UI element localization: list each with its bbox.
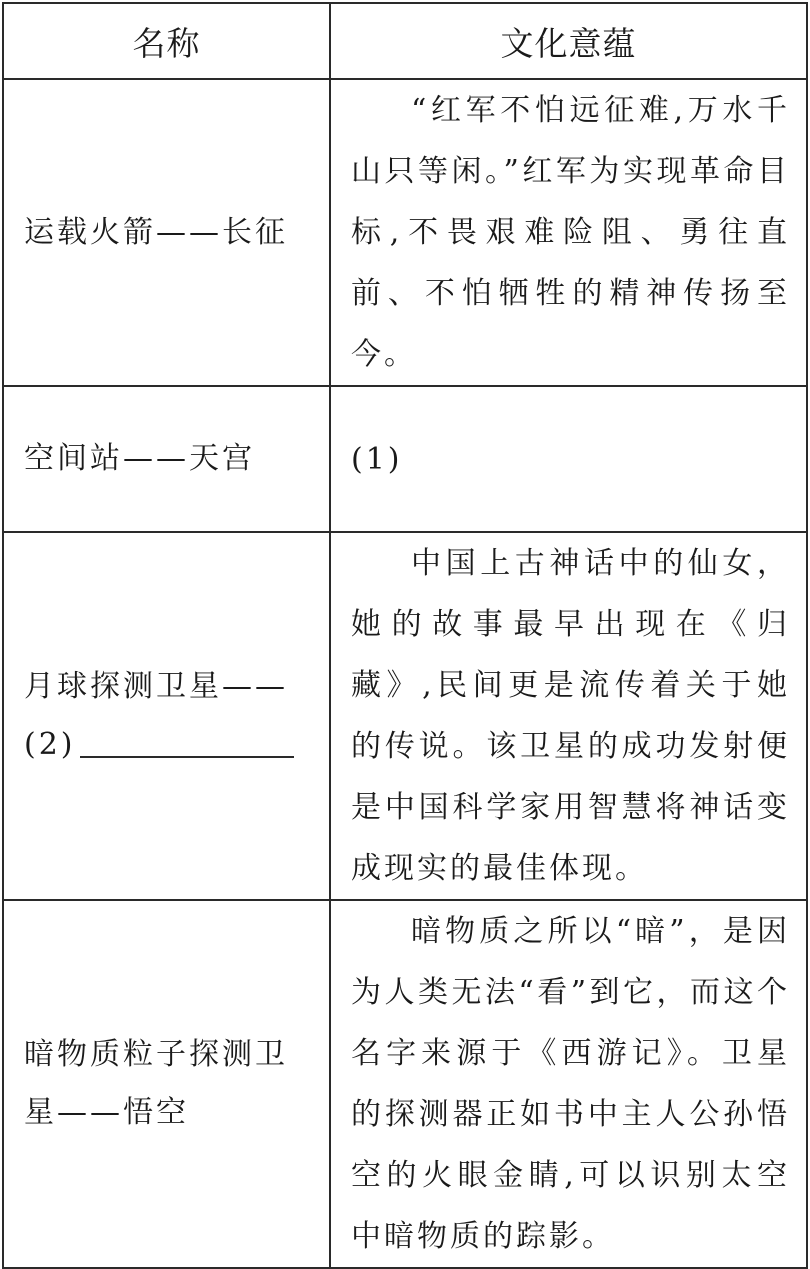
name-cell-wukong: 暗物质粒子探测卫星——悟空 [3, 900, 330, 1268]
answer-slot-2-label: (2) [24, 727, 76, 762]
desc-cell-tiangong [330, 386, 807, 532]
desc-text: 暗物质之所以“暗”，是因为人类无法“看”到它，而这个名字来源于《西游记》。卫星的探测器正如书中主人公孙悟空的火眼金睛,可以识别太空中暗物质的踪影。 [351, 914, 790, 1254]
culture-table [2, 2, 808, 1269]
table-row [3, 532, 807, 900]
table-row [3, 79, 807, 386]
table-header-row [3, 3, 807, 79]
answer-blank-2[interactable] [80, 720, 294, 758]
table-row [3, 900, 807, 1268]
desc-cell-wukong [330, 900, 807, 1268]
desc-cell-long-march [330, 79, 807, 386]
culture-table-container [2, 2, 806, 1254]
desc-cell-lunar-probe [330, 532, 807, 900]
desc-text: “红军不怕远征难,万水千山只等闲。”红军为实现革命目标,不畏艰难险阻、勇往直前、不怕牺牲的精神传扬至今。 [351, 93, 790, 372]
answer-slot-1: (1) [351, 441, 403, 477]
name-cell-long-march: 运载火箭——长征 [3, 79, 330, 386]
name-cell-tiangong: 空间站——天宫 [3, 386, 330, 532]
header-name: 名称 [3, 3, 330, 79]
name-cell-lunar-probe [3, 532, 330, 900]
header-cultural-meaning: 文化意蕴 [330, 3, 807, 79]
lunar-probe-name: 月球探测卫星—— [24, 669, 288, 704]
table-row [3, 386, 807, 532]
desc-text: 中国上古神话中的仙女，她的故事最早出现在《归藏》,民间更是流传着关于她的传说。该卫星的成功发射便是中国科学家用智慧将神话变成现实的最佳体现。 [351, 546, 790, 886]
